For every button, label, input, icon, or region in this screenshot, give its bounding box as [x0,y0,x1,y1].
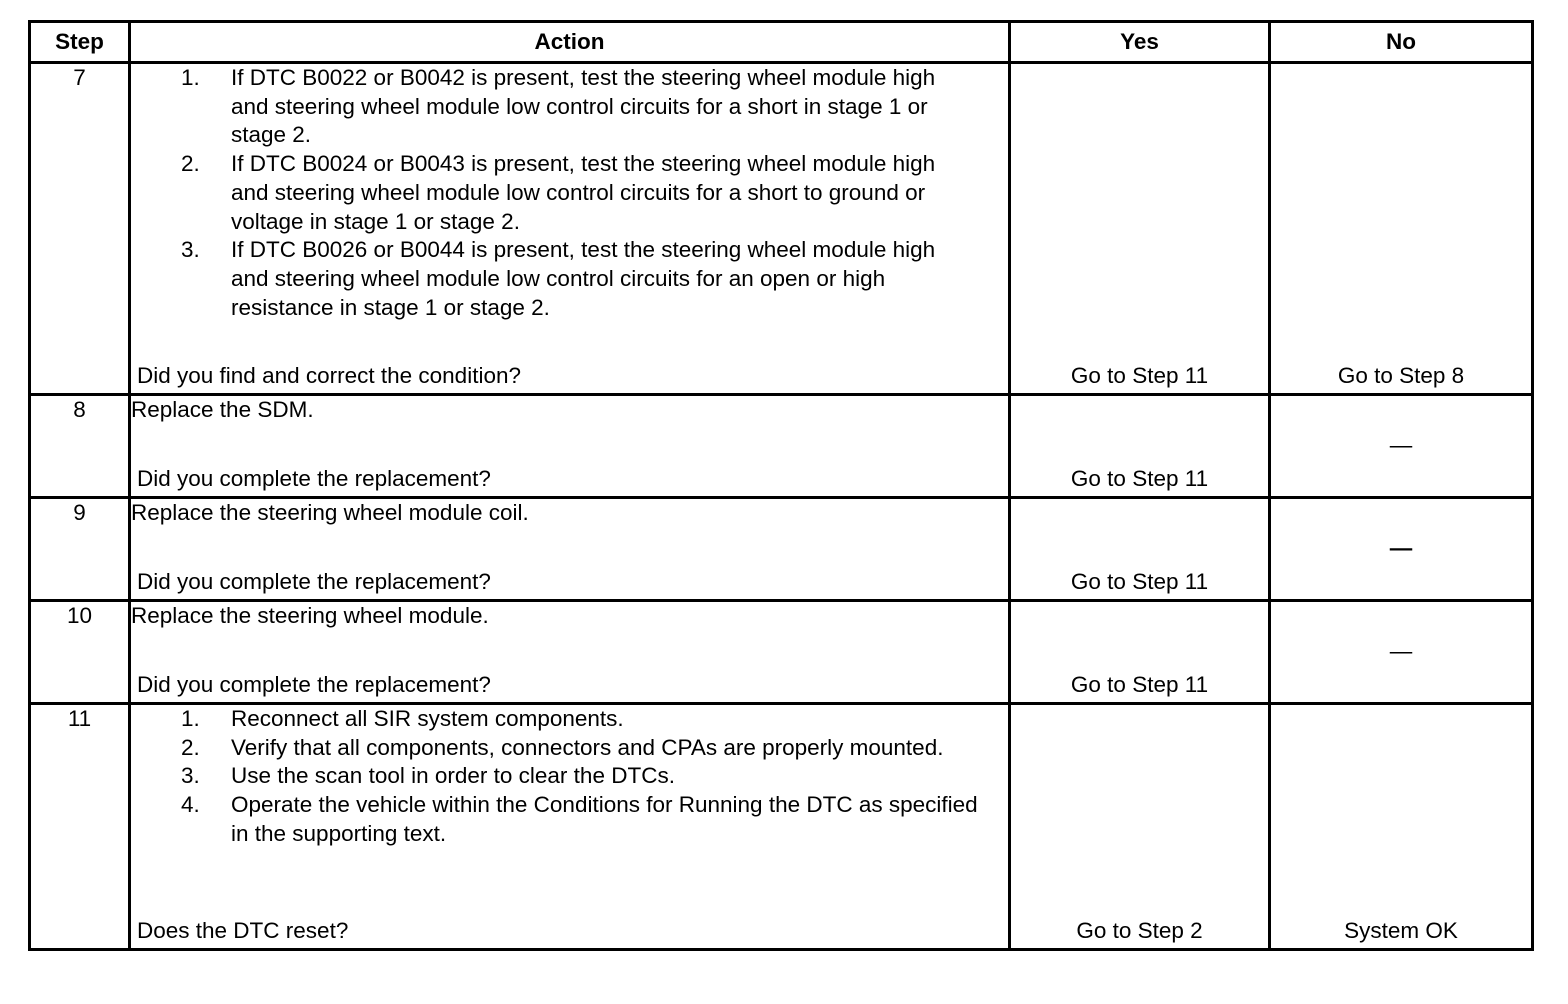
step-number: 10 [30,601,130,704]
table-row-step-9 [30,498,1533,601]
list-item [131,791,1008,848]
yes-cell [1010,63,1270,395]
table-row-step-11 [30,704,1533,950]
list-item [131,734,1008,763]
item-number: 3. [181,763,200,789]
yes-answer: Go to Step 11 [1070,569,1209,595]
list-item [131,236,1008,322]
table-row-step-8 [30,395,1533,498]
item-number: 2. [181,151,200,177]
question-text: Did you complete the replacement? [137,672,491,698]
list-item [131,762,1008,791]
question-text: Does the DTC reset? [137,918,349,944]
diagnostic-table [28,20,1534,951]
no-cell [1270,704,1533,950]
table-row-step-10 [30,601,1533,704]
step-number: 8 [30,395,130,498]
yes-cell [1010,395,1270,498]
step-number: 11 [30,704,130,950]
yes-answer: Go to Step 11 [1070,672,1209,698]
item-number: 3. [181,237,200,263]
action-cell [130,395,1010,498]
list-item [131,64,1008,150]
header-step: Step [30,22,130,63]
no-cell [1270,498,1533,601]
no-cell [1270,395,1533,498]
question-text: Did you find and correct the condition? [137,363,521,389]
item-number: 1. [181,706,200,731]
list-item [131,150,1008,236]
list-item [131,705,1008,734]
item-text: Operate the vehicle within the Conditions for Running the DTC as specified in the supporting text. [231,792,978,846]
item-number: 4. [181,792,200,818]
item-text: Reconnect all SIR system components. [231,706,624,731]
item-text: If DTC B0022 or B0042 is present, test the steering wheel module high and steering wheel module low control circuits for a short in stage 1 or stage 2. [231,65,936,148]
header-yes: Yes [1010,22,1270,63]
no-answer: System OK [1344,918,1458,944]
no-cell [1270,63,1533,395]
yes-cell [1010,704,1270,950]
item-number: 1. [181,65,200,90]
item-text: If DTC B0026 or B0044 is present, test the steering wheel module high and steering wheel module low control circuits for an open or high resistance in stage 1 or stage 2. [231,237,936,320]
no-answer: — [1389,638,1413,664]
no-cell [1270,601,1533,704]
question-text: Did you complete the replacement? [137,466,491,492]
no-answer: Go to Step 8 [1337,363,1465,389]
item-number: 2. [181,734,200,760]
yes-answer: Go to Step 11 [1070,363,1209,389]
yes-answer: Go to Step 11 [1070,466,1209,492]
action-cell [130,63,1010,395]
item-text: If DTC B0024 or B0043 is present, test the steering wheel module high and steering wheel module low control circuits for a short to ground or voltage in stage 1 or stage 2. [231,151,936,234]
no-answer: — [1389,432,1413,458]
step-number: 9 [30,498,130,601]
yes-cell [1010,601,1270,704]
action-list [131,705,1008,849]
action-cell [130,498,1010,601]
action-text: Replace the steering wheel module. [131,603,489,628]
header-action: Action [130,22,1010,63]
action-text: Replace the steering wheel module coil. [131,500,529,525]
action-cell [130,601,1010,704]
action-text: Replace the SDM. [131,397,314,422]
item-text: Verify that all components, connectors and CPAs are properly mounted. [231,734,944,760]
question-text: Did you complete the replacement? [137,569,491,595]
table-row-step-7 [30,63,1533,395]
no-answer: — [1389,535,1413,561]
header-no: No [1270,22,1533,63]
action-cell [130,704,1010,950]
item-text: Use the scan tool in order to clear the DTCs. [231,763,675,789]
action-list [131,64,1008,322]
yes-cell [1010,498,1270,601]
yes-answer: Go to Step 2 [1076,918,1203,944]
header-row [30,22,1533,63]
step-number: 7 [30,63,130,395]
